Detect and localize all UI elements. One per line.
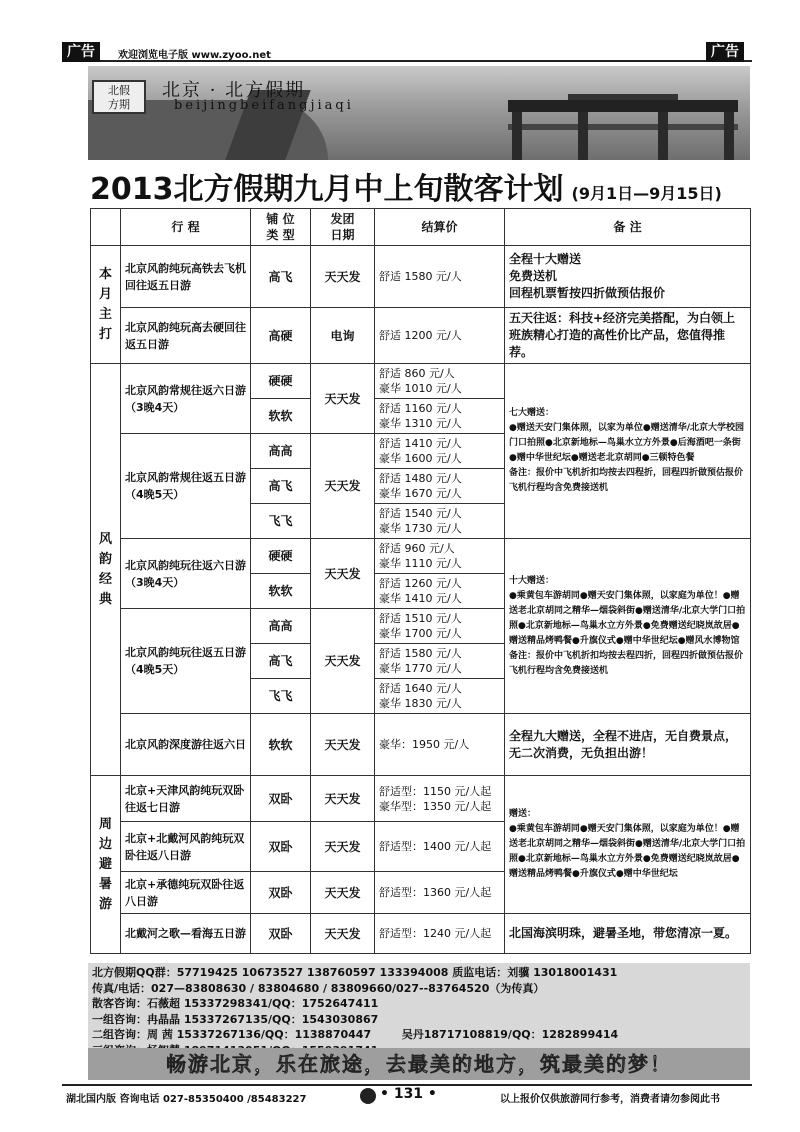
route-cell: 北京+承德纯玩双卧往返八日游 <box>121 872 251 914</box>
table-row <box>91 246 751 308</box>
date-cell: 天天发 <box>311 776 375 822</box>
page-title-row <box>90 164 750 206</box>
date-range: (9月1日—9月15日) <box>571 184 722 203</box>
date-cell: 天天发 <box>311 714 375 776</box>
route-cell: 北戴河之歌—看海五日游 <box>121 914 251 954</box>
route-cell: 北京风韵纯玩往返五日游（4晚5天） <box>121 609 251 714</box>
header-route: 行 程 <box>121 209 251 246</box>
table-header-row <box>91 209 751 246</box>
berth-cell: 硬硬 <box>251 364 311 399</box>
berth-cell: 双卧 <box>251 822 311 872</box>
price-cell: 舒适 1580 元/人 豪华 1770 元/人 <box>375 644 505 679</box>
section-label: 风 韵 经 典 <box>91 364 121 776</box>
price-cell: 舒适 1410 元/人 豪华 1600 元/人 <box>375 434 505 469</box>
section-label: 本 月 主 打 <box>91 246 121 364</box>
price-cell: 豪华：1950 元/人 <box>375 714 505 776</box>
berth-cell: 双卧 <box>251 914 311 954</box>
footer-left: 湖北国内版 咨询电话 027-85350400 /85483227 <box>66 1094 307 1105</box>
table-row <box>91 539 751 574</box>
price-cell: 舒适型：1400 元/人起 <box>375 822 505 872</box>
berth-cell: 高飞 <box>251 246 311 308</box>
page-number: • 131 • <box>380 1086 437 1102</box>
price-cell: 舒适 1480 元/人 豪华 1670 元/人 <box>375 469 505 504</box>
date-cell: 天天发 <box>311 872 375 914</box>
berth-cell: 软软 <box>251 399 311 434</box>
date-cell: 天天发 <box>311 822 375 872</box>
price-cell: 舒适 960 元/人 豪华 1110 元/人 <box>375 539 505 574</box>
note-cell: 北国海滨明珠，避暑圣地，带您清凉一夏。 <box>505 914 751 954</box>
price-cell: 舒适 1260 元/人 豪华 1410 元/人 <box>375 574 505 609</box>
berth-cell: 软软 <box>251 574 311 609</box>
page-title: 2013北方假期九月中上旬散客计划 <box>90 172 564 207</box>
price-cell: 舒适型：1360 元/人起 <box>375 872 505 914</box>
berth-cell: 双卧 <box>251 776 311 822</box>
note-cell: 七大赠送： ●赠送天安门集体照，以家为单位●赠送清华/北京大学校园门口拍照●北京新地标—鸟巢水立方外景●后海酒吧一条街●赠中华世纪坛●赠送老北京胡同●三顿特色餐 备注：报价中飞机折扣均按去四程折，回程四折做预估报价 飞机行程均含免费接送机 <box>505 364 751 539</box>
company-logo: 北假 方期 <box>92 80 146 114</box>
berth-cell: 高高 <box>251 434 311 469</box>
route-cell: 北京风韵常规往返六日游（3晚4天） <box>121 364 251 434</box>
header-date: 发团 日期 <box>311 209 375 246</box>
date-cell: 天天发 <box>311 539 375 609</box>
contact-block <box>88 963 750 1048</box>
price-cell: 舒适 1580 元/人 <box>375 246 505 308</box>
table-row <box>91 364 751 399</box>
price-cell: 舒适 1540 元/人 豪华 1730 元/人 <box>375 504 505 539</box>
date-cell: 天天发 <box>311 609 375 714</box>
page-badge-icon <box>360 1088 376 1104</box>
date-cell: 天天发 <box>311 246 375 308</box>
route-cell: 北京风韵深度游往返六日 <box>121 714 251 776</box>
route-cell: 北京风韵常规往返五日游（4晚5天） <box>121 434 251 539</box>
note-cell: 全程九大赠送，全程不进店，无自费景点，无二次消费，无负担出游！ <box>505 714 751 776</box>
price-cell: 舒适型：1240 元/人起 <box>375 914 505 954</box>
route-cell: 北京风韵纯玩高去硬回往返五日游 <box>121 308 251 364</box>
section-label: 周 边 避 暑 游 <box>91 776 121 954</box>
header-note: 备 注 <box>505 209 751 246</box>
ad-label-right: 广告 <box>706 42 744 62</box>
price-cell: 舒适 1200 元/人 <box>375 308 505 364</box>
price-cell: 舒适 860 元/人 豪华 1010 元/人 <box>375 364 505 399</box>
route-cell: 北京+天津风韵纯玩双卧往返七日游 <box>121 776 251 822</box>
berth-cell: 双卧 <box>251 872 311 914</box>
note-cell: 全程十大赠送 免费送机 回程机票暂按四折做预估报价 <box>505 246 751 308</box>
ad-label-left: 广告 <box>62 42 100 62</box>
price-cell: 舒适 1160 元/人 豪华 1310 元/人 <box>375 399 505 434</box>
berth-cell: 硬硬 <box>251 539 311 574</box>
route-cell: 北京风韵纯玩高铁去飞机回往返五日游 <box>121 246 251 308</box>
welcome-text: 欢迎浏览电子版 www.zyoo.net <box>118 50 271 61</box>
table-row <box>91 776 751 822</box>
date-cell: 天天发 <box>311 914 375 954</box>
berth-cell: 高高 <box>251 609 311 644</box>
note-cell: 十大赠送： ●乘黄包车游胡同●赠天安门集体照，以家庭为单位！●赠送老北京胡同之精华—烟袋斜街●赠送清华/北京大学门口拍照●北京新地标—鸟巢水立方外景●免费赠送纪晓岚故居●赠送精品烤鸭餐●升旗仪式●赠中华世纪坛●赠风水博物馆 备注：报价中飞机折扣均按去程四折，回程四折做预估报价 飞机行程均含免费接送机 <box>505 539 751 714</box>
note-cell: 五天往返：科技+经济完美搭配，为白领上班族精心打造的高性价比产品，您值得推荐。 <box>505 308 751 364</box>
banner-image <box>88 66 750 160</box>
berth-cell: 高硬 <box>251 308 311 364</box>
route-cell: 北京风韵纯玩往返六日游（3晚4天） <box>121 539 251 609</box>
itinerary-table <box>90 208 751 954</box>
date-cell: 电询 <box>311 308 375 364</box>
berth-cell: 高飞 <box>251 644 311 679</box>
archway-icon <box>508 94 738 160</box>
berth-cell: 飞飞 <box>251 504 311 539</box>
berth-cell: 飞飞 <box>251 679 311 714</box>
corner-cell <box>91 209 121 246</box>
berth-cell: 高飞 <box>251 469 311 504</box>
price-cell: 舒适型：1150 元/人起 豪华型：1350 元/人起 <box>375 776 505 822</box>
berth-cell: 软软 <box>251 714 311 776</box>
contact-line: 散客咨询：石薇超 15337298341/QQ：1752647411 <box>92 997 379 1010</box>
table-row <box>91 714 751 776</box>
price-cell: 舒适 1640 元/人 豪华 1830 元/人 <box>375 679 505 714</box>
date-cell: 天天发 <box>311 434 375 539</box>
footer-right: 以上报价仅供旅游同行参考，消费者请勿参阅此书 <box>500 1094 720 1105</box>
date-cell: 天天发 <box>311 364 375 434</box>
header-price: 结算价 <box>375 209 505 246</box>
contact-line: 一组咨询：冉晶晶 15337267135/QQ：1543030867 <box>92 1012 379 1026</box>
table-row <box>91 914 751 954</box>
note-cell: 赠送： ●乘黄包车游胡同●赠天安门集体照，以家庭为单位！●赠送老北京胡同之精华—烟袋斜街●赠送清华/北京大学门口拍照●北京新地标—鸟巢水立方外景●免费赠送纪晓岚故居●赠送精品烤鸭餐●升旗仪式●赠中华世纪坛 <box>505 776 751 914</box>
contact-line: 北方假期QQ群：57719425 10673527 138760597 133394008 质监电话：刘骥 13018001431 <box>92 966 618 979</box>
header-berth: 铺 位 类 型 <box>251 209 311 246</box>
slogan-banner: 畅游北京，乐在旅途，去最美的地方，筑最美的梦！ <box>88 1048 750 1080</box>
brand-pinyin: beijingbeifangjiaqi <box>174 98 354 113</box>
contact-line: 二组咨询：周 茜 15337267136/QQ：1138870447 吴丹18717108819/QQ：1282899414 <box>92 1028 619 1041</box>
table-row <box>91 308 751 364</box>
contact-line: 传真/电话：027—83808630 / 83804680 / 83809660/027--83764520（为传真） <box>92 981 545 995</box>
route-cell: 北京+北戴河风韵纯玩双卧往返八日游 <box>121 822 251 872</box>
brand-name: 北京 · 北方假期 <box>162 80 306 101</box>
price-cell: 舒适 1510 元/人 豪华 1700 元/人 <box>375 609 505 644</box>
